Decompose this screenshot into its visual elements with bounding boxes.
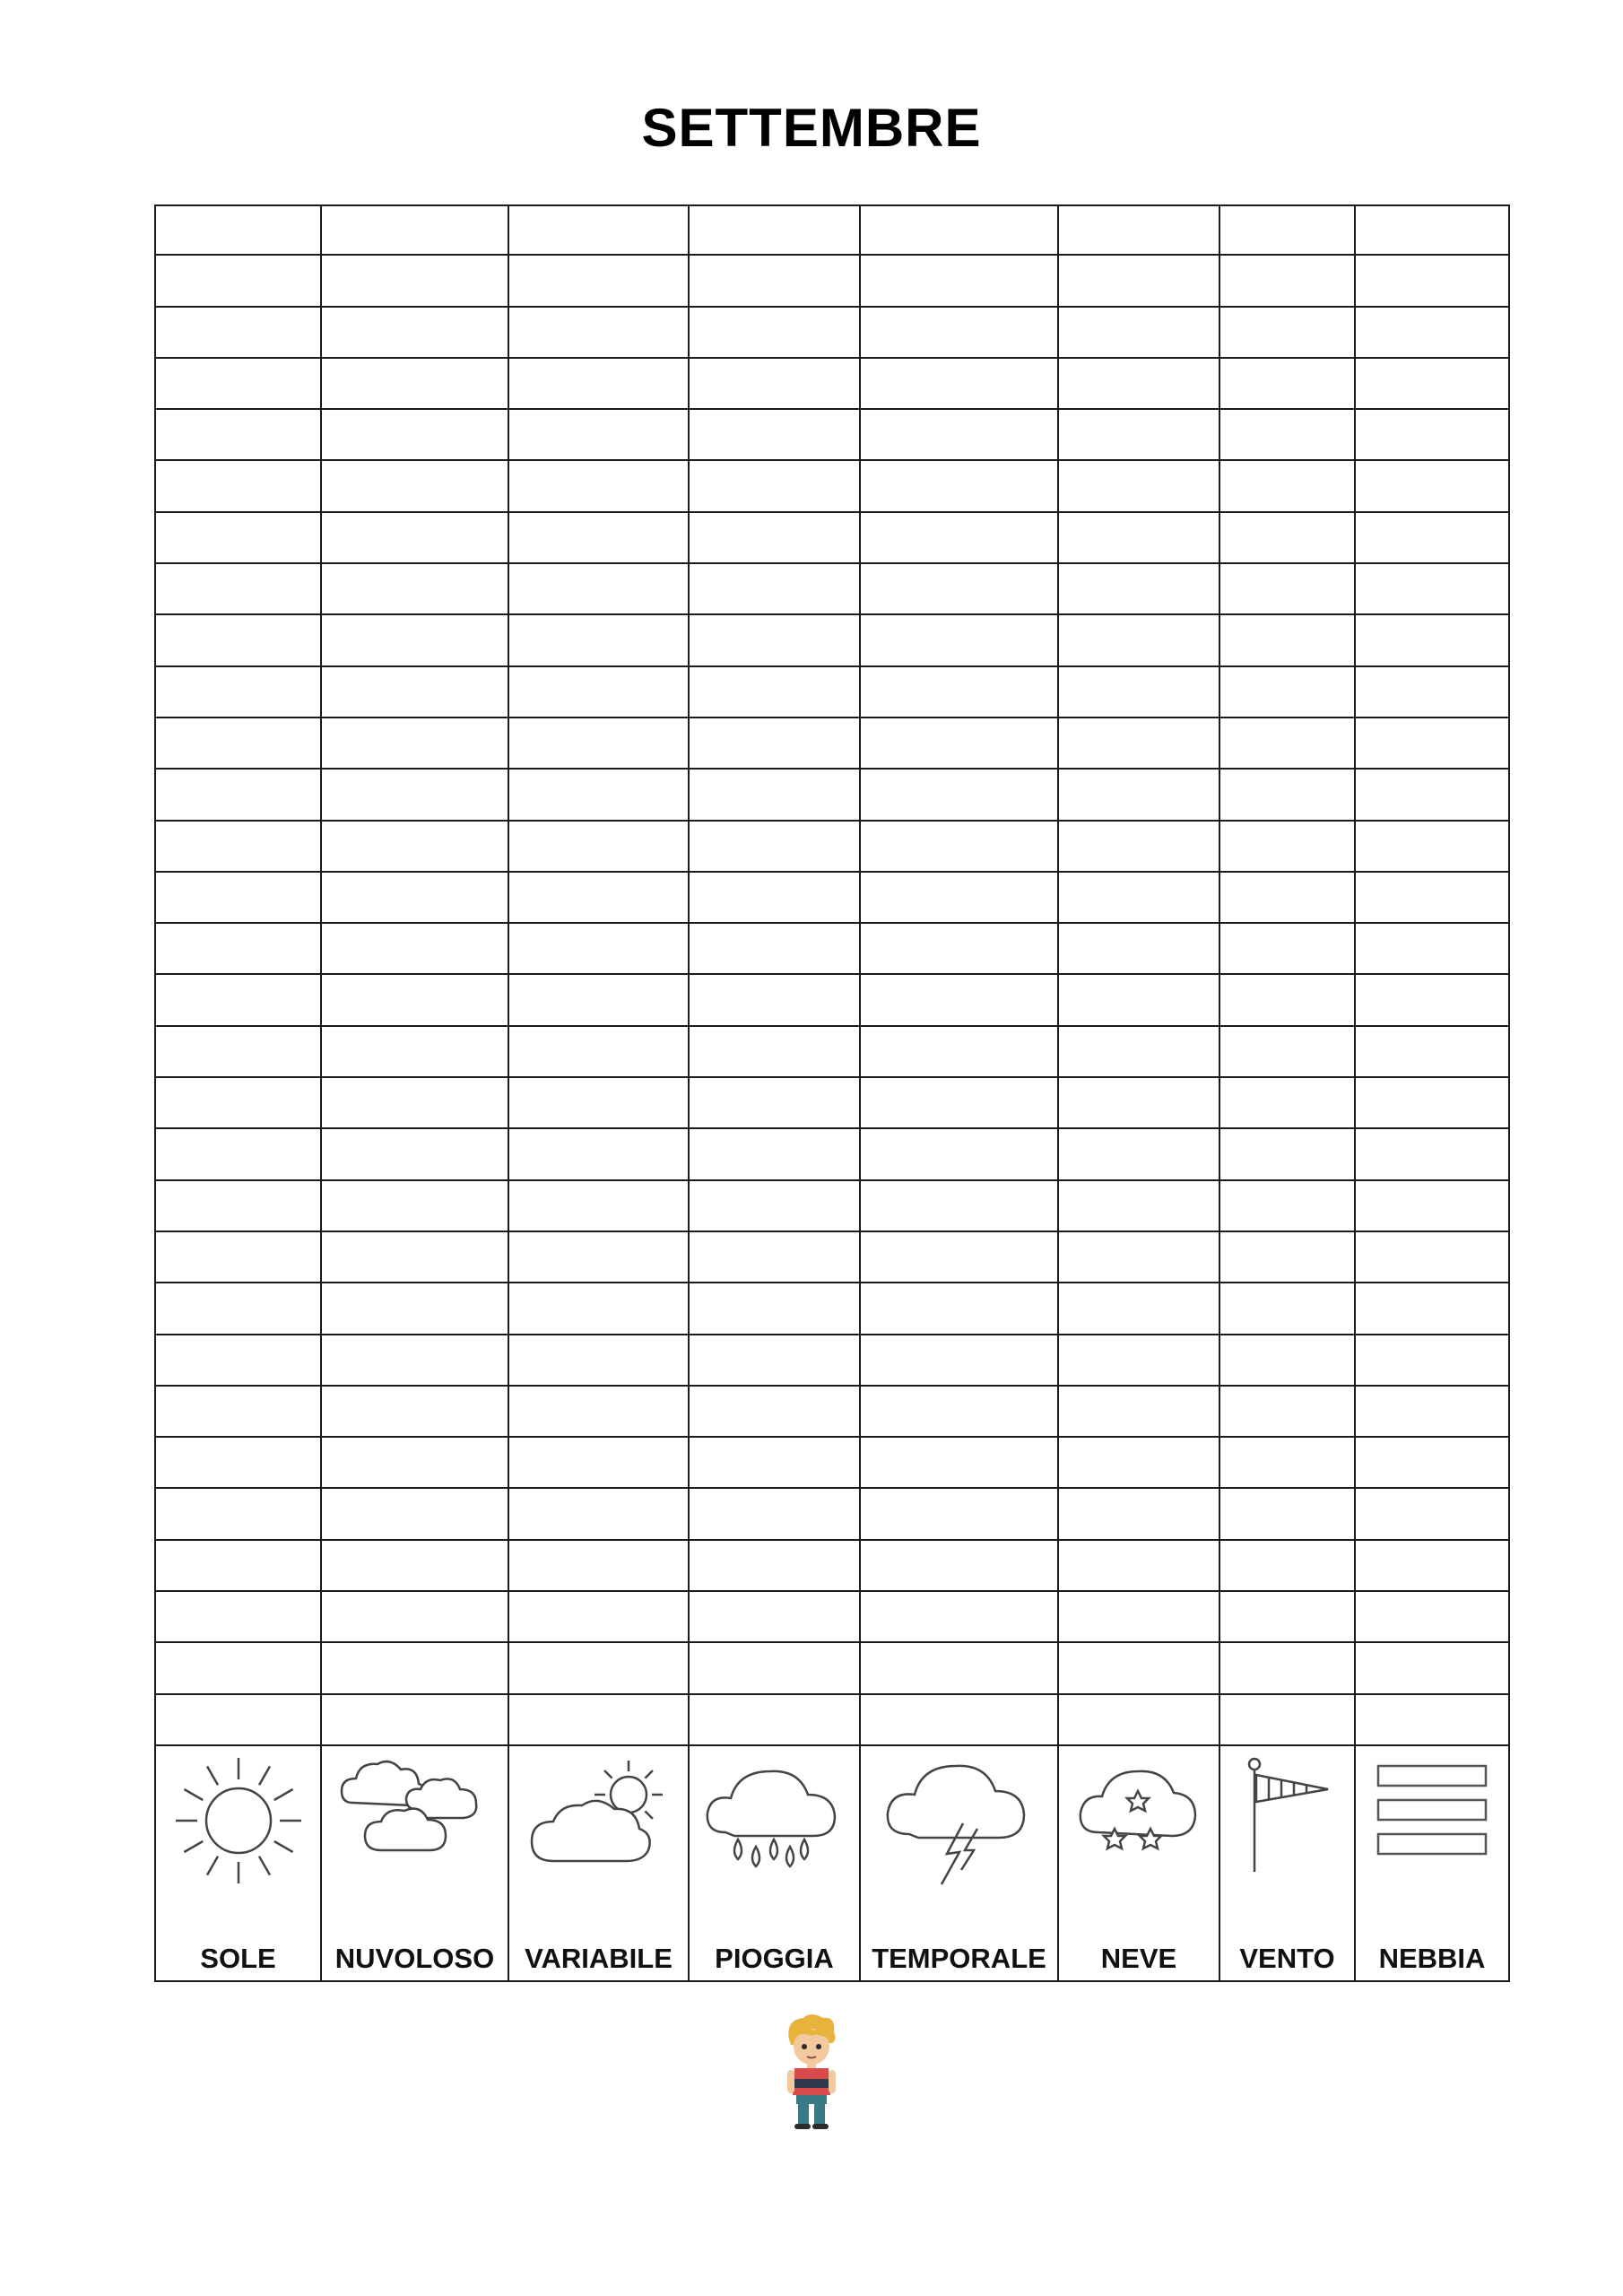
table-cell[interactable] [1356,1438,1510,1489]
table-cell[interactable] [322,1541,509,1592]
table-cell[interactable] [861,308,1059,359]
table-cell[interactable] [1356,461,1510,512]
table-cell[interactable] [1220,924,1356,975]
table-cell[interactable] [322,1181,509,1232]
table-cell[interactable] [861,461,1059,512]
table-cell[interactable] [690,1232,861,1283]
table-cell[interactable] [1220,204,1356,256]
table-cell[interactable] [509,1078,690,1129]
table-cell[interactable] [690,461,861,512]
table-cell[interactable] [1356,975,1510,1026]
table-cell[interactable] [154,513,322,564]
table-cell[interactable] [690,1335,861,1387]
table-cell[interactable] [509,256,690,307]
table-cell[interactable] [1356,770,1510,821]
table-cell[interactable] [690,1592,861,1643]
table-cell[interactable] [690,770,861,821]
table-cell[interactable] [861,770,1059,821]
table-cell[interactable] [1059,1489,1220,1540]
table-cell[interactable] [322,564,509,615]
table-cell[interactable] [1059,204,1220,256]
table-cell[interactable] [509,975,690,1026]
table-cell[interactable] [509,822,690,873]
table-cell[interactable] [690,1541,861,1592]
table-cell[interactable] [861,1232,1059,1283]
table-cell[interactable] [1220,1181,1356,1232]
legend-label: PIOGGIA [715,1942,834,1974]
table-cell[interactable] [322,1283,509,1335]
table-cell[interactable] [1220,1078,1356,1129]
table-cell[interactable] [1356,308,1510,359]
table-cell[interactable] [1220,1695,1356,1746]
table-cell[interactable] [509,461,690,512]
table-cell[interactable] [1059,873,1220,924]
table-cell[interactable] [322,667,509,718]
table-cell[interactable] [1356,513,1510,564]
table-cell[interactable] [690,359,861,410]
table-cell[interactable] [322,1129,509,1180]
table-cell[interactable] [509,1181,690,1232]
table-cell[interactable] [1220,975,1356,1026]
table-cell[interactable] [1356,204,1510,256]
table-cell[interactable] [322,770,509,821]
table-cell[interactable] [154,615,322,666]
table-cell[interactable] [322,822,509,873]
table-cell[interactable] [1220,461,1356,512]
table-cell[interactable] [861,256,1059,307]
legend-label: NEBBIA [1378,1942,1486,1974]
table-cell[interactable] [509,873,690,924]
table-cell[interactable] [1356,615,1510,666]
table-cell[interactable] [861,513,1059,564]
table-cell[interactable] [1059,1387,1220,1438]
table-cell[interactable] [1059,1181,1220,1232]
table-cell[interactable] [1356,822,1510,873]
table-cell[interactable] [690,1643,861,1694]
table-cell[interactable] [322,1078,509,1129]
legend-label: TEMPORALE [872,1942,1046,1974]
table-cell[interactable] [690,975,861,1026]
table-cell[interactable] [322,975,509,1026]
table-cell[interactable] [322,873,509,924]
table-cell[interactable] [1220,513,1356,564]
table-cell[interactable] [690,1695,861,1746]
table-cell[interactable] [861,1643,1059,1694]
legend-label: SOLE [200,1942,276,1974]
table-cell[interactable] [154,770,322,821]
table-cell[interactable] [509,359,690,410]
table-cell[interactable] [154,718,322,770]
table-cell[interactable] [509,513,690,564]
table-cell[interactable] [1059,256,1220,307]
table-cell[interactable] [1220,410,1356,461]
table-cell[interactable] [1220,1335,1356,1387]
table-cell[interactable] [861,410,1059,461]
table-cell[interactable] [1059,615,1220,666]
legend-cell-nebbia [1356,1746,1510,1982]
table-cell[interactable] [322,308,509,359]
table-cell[interactable] [690,1438,861,1489]
table-cell[interactable] [690,1129,861,1180]
table-cell[interactable] [1059,1027,1220,1078]
legend-label: NUVOLOSO [334,1942,495,1974]
table-cell[interactable] [509,308,690,359]
table-cell[interactable] [509,1027,690,1078]
table-cell[interactable] [1220,718,1356,770]
table-cell[interactable] [509,1387,690,1438]
weather-tracking-table [154,204,1510,1982]
table-cell[interactable] [1356,1078,1510,1129]
table-cell[interactable] [1356,1232,1510,1283]
table-cell[interactable] [1220,822,1356,873]
table-cell[interactable] [1220,873,1356,924]
table-cell[interactable] [509,1695,690,1746]
table-cell[interactable] [322,359,509,410]
table-cell[interactable] [1356,1129,1510,1180]
table-cell[interactable] [861,1283,1059,1335]
table-cell[interactable] [690,615,861,666]
table-cell[interactable] [154,1283,322,1335]
table-cell[interactable] [1356,1387,1510,1438]
table-cell[interactable] [690,564,861,615]
table-cell[interactable] [322,1438,509,1489]
table-grid [154,204,1510,1982]
table-cell[interactable] [154,1335,322,1387]
table-cell[interactable] [690,1027,861,1078]
table-cell[interactable] [690,308,861,359]
table-cell[interactable] [1059,924,1220,975]
table-cell[interactable] [861,1592,1059,1643]
table-cell[interactable] [322,410,509,461]
table-cell[interactable] [1059,975,1220,1026]
table-cell[interactable] [1356,359,1510,410]
table-cell[interactable] [154,256,322,307]
table-cell[interactable] [154,1027,322,1078]
table-cell[interactable] [1220,564,1356,615]
table-cell[interactable] [690,667,861,718]
table-cell[interactable] [1356,256,1510,307]
table-cell[interactable] [154,1387,322,1438]
table-cell[interactable] [690,1489,861,1540]
table-cell[interactable] [154,1695,322,1746]
table-cell[interactable] [1059,308,1220,359]
table-cell[interactable] [509,718,690,770]
table-cell[interactable] [1059,461,1220,512]
table-cell[interactable] [509,667,690,718]
table-cell[interactable] [1220,1489,1356,1540]
legend-cell-pioggia [690,1746,861,1982]
table-cell[interactable] [509,1129,690,1180]
table-cell[interactable] [322,615,509,666]
table-cell[interactable] [861,1181,1059,1232]
table-cell[interactable] [154,359,322,410]
table-cell[interactable] [154,1643,322,1694]
table-cell[interactable] [154,1181,322,1232]
table-cell[interactable] [861,1489,1059,1540]
table-cell[interactable] [1356,667,1510,718]
table-cell[interactable] [1356,1592,1510,1643]
table-cell[interactable] [1220,256,1356,307]
table-cell[interactable] [1220,1387,1356,1438]
table-cell[interactable] [690,822,861,873]
table-cell[interactable] [154,1541,322,1592]
table-cell[interactable] [690,873,861,924]
table-cell[interactable] [322,924,509,975]
table-cell[interactable] [1059,410,1220,461]
table-cell[interactable] [1356,1335,1510,1387]
table-cell[interactable] [1356,1541,1510,1592]
legend-cell-nuvoloso [322,1746,509,1982]
table-cell[interactable] [1220,1643,1356,1694]
table-cell[interactable] [861,1541,1059,1592]
table-cell[interactable] [1059,1695,1220,1746]
table-cell[interactable] [154,975,322,1026]
legend-label: NEVE [1100,1942,1177,1974]
table-cell[interactable] [690,410,861,461]
table-cell[interactable] [1059,513,1220,564]
table-cell[interactable] [509,1489,690,1540]
table-cell[interactable] [1059,1078,1220,1129]
table-cell[interactable] [1059,1232,1220,1283]
table-cell[interactable] [1356,1027,1510,1078]
boy-mascot-illustration [777,2013,846,2138]
table-cell[interactable] [509,1541,690,1592]
table-cell[interactable] [1356,1695,1510,1746]
table-cell[interactable] [1059,1592,1220,1643]
page-title: SETTEMBRE [641,98,982,158]
table-cell[interactable] [861,924,1059,975]
table-cell[interactable] [1059,718,1220,770]
table-cell[interactable] [154,667,322,718]
table-cell[interactable] [154,1232,322,1283]
table-cell[interactable] [861,204,1059,256]
legend-cell-neve [1059,1746,1220,1982]
table-cell[interactable] [690,1181,861,1232]
table-cell[interactable] [1059,1438,1220,1489]
table-cell[interactable] [322,204,509,256]
table-cell[interactable] [509,1643,690,1694]
table-cell[interactable] [861,1387,1059,1438]
table-cell[interactable] [154,1078,322,1129]
table-cell[interactable] [861,667,1059,718]
table-cell[interactable] [509,615,690,666]
table-cell[interactable] [154,204,322,256]
table-cell[interactable] [322,256,509,307]
table-cell[interactable] [509,204,690,256]
table-cell[interactable] [861,564,1059,615]
table-cell[interactable] [861,359,1059,410]
table-cell[interactable] [861,975,1059,1026]
table-cell[interactable] [861,1695,1059,1746]
table-cell[interactable] [1059,1283,1220,1335]
table-cell[interactable] [322,1643,509,1694]
table-cell[interactable] [861,615,1059,666]
table-cell[interactable] [861,1129,1059,1180]
table-cell[interactable] [322,1592,509,1643]
table-cell[interactable] [154,410,322,461]
table-cell[interactable] [690,513,861,564]
table-cell[interactable] [1220,1283,1356,1335]
table-cell[interactable] [509,1283,690,1335]
table-cell[interactable] [690,924,861,975]
table-cell[interactable] [1356,1643,1510,1694]
table-cell[interactable] [322,718,509,770]
table-cell[interactable] [154,1129,322,1180]
table-cell[interactable] [154,564,322,615]
table-cell[interactable] [1059,667,1220,718]
table-cell[interactable] [154,873,322,924]
table-cell[interactable] [322,1489,509,1540]
legend-label: VARIABILE [525,1942,673,1974]
table-cell[interactable] [1220,1541,1356,1592]
table-cell[interactable] [154,461,322,512]
table-cell[interactable] [1220,770,1356,821]
table-cell[interactable] [1059,1643,1220,1694]
table-cell[interactable] [861,873,1059,924]
table-cell[interactable] [154,924,322,975]
table-cell[interactable] [1220,1027,1356,1078]
table-cell[interactable] [509,1335,690,1387]
table-cell[interactable] [1220,1232,1356,1283]
table-cell[interactable] [1220,1129,1356,1180]
table-cell[interactable] [322,1232,509,1283]
table-cell[interactable] [509,1592,690,1643]
table-cell[interactable] [1059,1335,1220,1387]
table-cell[interactable] [861,1078,1059,1129]
table-cell[interactable] [861,1027,1059,1078]
table-cell[interactable] [509,924,690,975]
table-cell[interactable] [1356,718,1510,770]
table-cell[interactable] [322,1387,509,1438]
table-cell[interactable] [1059,1541,1220,1592]
legend-label: VENTO [1239,1942,1335,1974]
table-cell[interactable] [690,718,861,770]
table-cell[interactable] [509,1232,690,1283]
table-cell[interactable] [690,1283,861,1335]
legend-cell-vento [1220,1746,1356,1982]
table-cell[interactable] [1059,822,1220,873]
table-cell[interactable] [509,410,690,461]
table-cell[interactable] [154,822,322,873]
table-cell[interactable] [509,770,690,821]
table-cell[interactable] [1356,873,1510,924]
table-cell[interactable] [1220,359,1356,410]
table-cell[interactable] [1059,1129,1220,1180]
table-cell[interactable] [1356,1283,1510,1335]
table-cell[interactable] [322,461,509,512]
table-cell[interactable] [1356,1489,1510,1540]
table-cell[interactable] [154,1438,322,1489]
table-cell[interactable] [322,1695,509,1746]
table-cell[interactable] [322,1027,509,1078]
table-cell[interactable] [1059,359,1220,410]
table-cell[interactable] [690,1387,861,1438]
table-cell[interactable] [1220,308,1356,359]
table-cell[interactable] [1059,770,1220,821]
table-cell[interactable] [861,1438,1059,1489]
table-cell[interactable] [509,564,690,615]
table-cell[interactable] [509,1438,690,1489]
legend-cell-variabile [509,1746,690,1982]
table-cell[interactable] [690,256,861,307]
legend-cell-sole [154,1746,322,1982]
table-cell[interactable] [1220,1592,1356,1643]
table-cell[interactable] [690,1078,861,1129]
table-cell[interactable] [1356,410,1510,461]
table-cell[interactable] [861,1335,1059,1387]
table-cell[interactable] [861,822,1059,873]
table-cell[interactable] [1356,564,1510,615]
legend-cell-temporale [861,1746,1059,1982]
table-cell[interactable] [154,308,322,359]
table-cell[interactable] [322,513,509,564]
table-cell[interactable] [1356,1181,1510,1232]
table-cell[interactable] [154,1592,322,1643]
table-cell[interactable] [690,204,861,256]
table-cell[interactable] [322,1335,509,1387]
table-cell[interactable] [1059,564,1220,615]
table-cell[interactable] [861,718,1059,770]
table-cell[interactable] [1220,615,1356,666]
table-cell[interactable] [1220,1438,1356,1489]
table-cell[interactable] [154,1489,322,1540]
table-cell[interactable] [1220,667,1356,718]
table-cell[interactable] [1356,924,1510,975]
